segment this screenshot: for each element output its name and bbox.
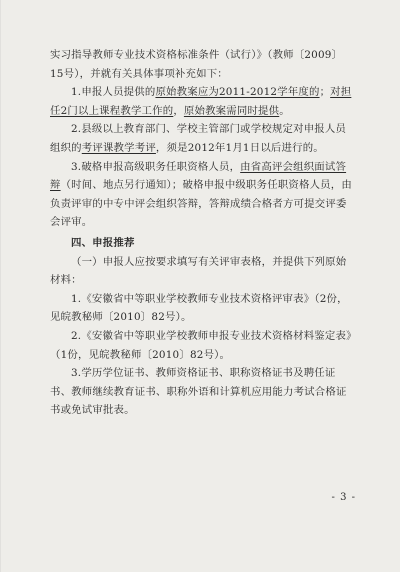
paragraph-intro-line1: 实习指导教师专业技术资格标准条件（试行）》（教师〔2009〕	[50, 49, 343, 61]
paragraph-intro-line2: 15号），并就有关具体事项补充如下：	[50, 67, 228, 80]
material-item-3: 3.学历学位证书、教师资格证书、职称资格证书及聘任证书、教师继续教育证书、职称外语和计算机应用能力考试合格证书或免试审批表。	[50, 367, 347, 417]
material-item-1: 1.《安徽省中等职业学校教师专业技术资格评审表》（2份，见皖教秘师〔2010〕82号）。	[50, 292, 348, 324]
item-1-part-g: 。	[279, 104, 290, 117]
item-2-underlined: 考评课教学考评	[81, 141, 156, 154]
item-2-part-a: 2.县级以上教育部门、学校主管部门或学校规定对申报人员组织的	[50, 123, 347, 154]
document-body	[50, 46, 352, 420]
item-2	[50, 120, 352, 157]
page-edge-shadow	[0, 0, 1, 572]
paragraph-4-1: （一）申报人应按要求填写有关评审表格，并提供下列原始材料：	[50, 255, 347, 287]
item-1-part-c: ；	[319, 86, 331, 99]
item-1-part-e: ，	[173, 104, 184, 117]
item-3-part-c: （时间、地点另行通知）；破格申报中级职务任职资格人员，由负责评审的中专中评会组织答辩，答辩成绩合格者方可提交评委会评审。	[50, 179, 352, 229]
item-2-part-c: ，须是2012年1月1日以后进行的。	[155, 141, 324, 154]
item-1	[50, 83, 352, 120]
material-item-2: 2.《安徽省中等职业学校教师申报专业技术资格材料鉴定表》（1份，见皖教秘师〔2010〕82号）。	[50, 329, 352, 361]
page-number: - 3 -	[331, 492, 356, 503]
item-3-underlined: 由省高评会组织面试答辩	[50, 160, 347, 192]
item-1-underlined-a: 原始教案应为2011-2012学年度的	[155, 86, 320, 99]
item-3	[50, 158, 352, 232]
item-1-underlined-b: 对担任2门以上课程教学工作的	[50, 86, 352, 117]
item-1-underlined-c: 原始教案需同时提供	[183, 104, 280, 117]
section-heading-4: 四、申报推荐	[71, 236, 135, 249]
item-1-part-a: 1.申报人员提供的	[71, 86, 156, 99]
item-3-part-a: 3.破格申报高级职务任职资格人员，	[71, 160, 241, 173]
